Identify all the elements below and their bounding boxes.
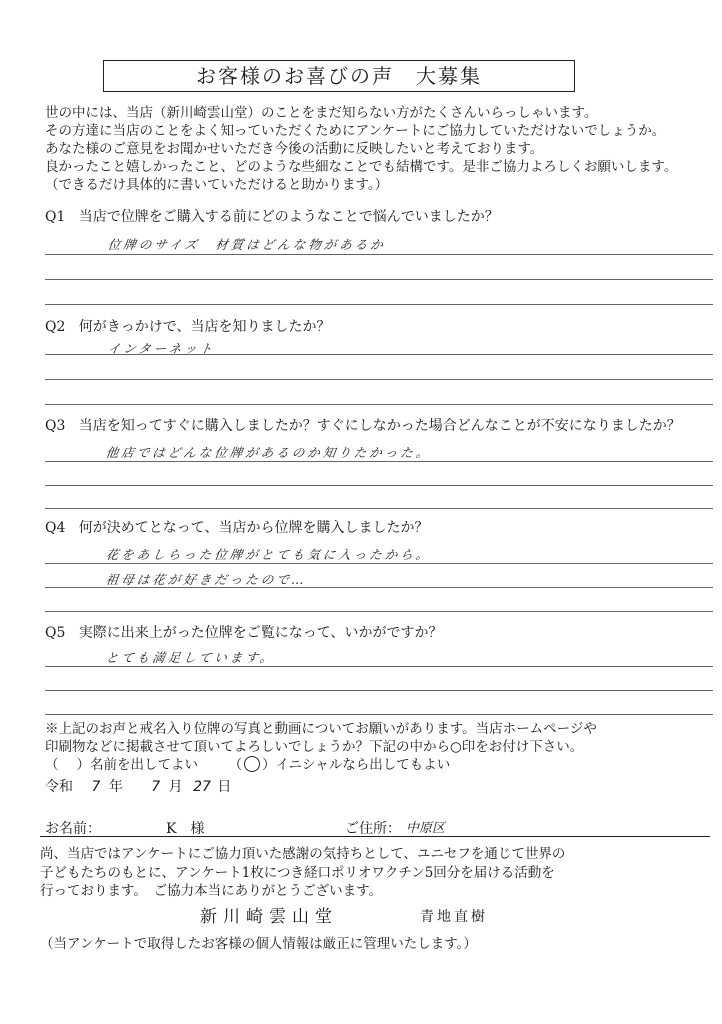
answer-line xyxy=(45,587,713,588)
question-text: 当店で位牌をご購入する前にどのようなことで悩んでいましたか？ xyxy=(78,209,499,225)
name-value: K 様 xyxy=(166,821,205,837)
shop-name: 新川崎雲山堂 xyxy=(200,907,338,927)
question-text: 何がきっかけで、当店を知りましたか？ xyxy=(78,319,331,335)
answer-line xyxy=(45,666,713,667)
answer-line xyxy=(45,563,713,564)
consent-note xyxy=(45,720,710,774)
consent-options xyxy=(45,756,710,774)
question-3 xyxy=(45,415,681,435)
answer-line xyxy=(45,379,713,380)
privacy-note: （当アンケートで取得したお客様の個人情報は厳正に管理いたします。） xyxy=(40,936,477,952)
option-1[interactable]: （ ）名前を出してよい xyxy=(45,757,198,773)
option-2[interactable]: （ ）イニシャルなら出してもよい xyxy=(228,757,451,773)
question-text: 当店を知ってすぐに購入しましたか？すぐにしなかった場合どんなことが不安になりましたか？ xyxy=(78,418,681,434)
divider xyxy=(40,836,710,837)
answer-1: 位牌のサイズ 材質はどんな物があるか xyxy=(106,237,387,252)
note-line: 印刷物などに掲載させて頂いてよろしいでしょうか？下記の中から○印をお付け下さい。 xyxy=(45,739,584,755)
date-day: 27 xyxy=(193,779,211,795)
answer-line xyxy=(45,304,713,305)
footer-line: 尚、当店ではアンケートにご協力頂いた感謝の気持ちとして、ユニセフを通じて世界の xyxy=(40,846,566,862)
page-title: お客様のお喜びの声 大募集 xyxy=(103,60,575,92)
footer-line: 子どもたちのもとに、アンケート1枚につき経口ポリオワクチン5回分を届ける活動を xyxy=(40,864,555,881)
answer-4b: 祖母は花が好きだったので… xyxy=(104,572,309,587)
owner-name: 青地直樹 xyxy=(420,909,488,925)
intro-line: 世の中には、当店（新川崎雲山堂）のことをまだ知らない方がたくさんいらっしゃいます。 xyxy=(45,105,598,121)
answer-line xyxy=(45,354,713,355)
answer-3: 他店ではどんな位牌があるのか知りたかった。 xyxy=(104,445,433,460)
question-label: Q4 xyxy=(45,520,66,536)
answer-line xyxy=(45,508,713,509)
answer-line xyxy=(45,404,713,405)
date-year: 7 xyxy=(91,779,101,795)
address-label: ご住所： xyxy=(345,821,401,837)
question-1 xyxy=(45,206,499,226)
footer-text xyxy=(40,845,705,901)
date-field: 令和 7 年 7 月 27 日 xyxy=(45,779,232,795)
question-label: Q2 xyxy=(45,319,66,335)
question-label: Q5 xyxy=(45,625,66,641)
question-2 xyxy=(45,316,330,336)
date-month: 7 xyxy=(151,779,161,795)
address-value: 中原区 xyxy=(406,821,446,836)
question-5 xyxy=(45,622,442,642)
answer-line xyxy=(45,611,713,612)
note-line: ※上記のお声と戒名入り位牌の写真と動画についてお願いがあります。当店ホームページや xyxy=(45,721,597,737)
answer-line xyxy=(45,461,713,462)
answer-line xyxy=(45,254,713,255)
answer-line xyxy=(45,690,713,691)
question-4 xyxy=(45,517,428,537)
answer-line xyxy=(45,279,713,280)
intro-text xyxy=(45,104,705,194)
name-label: お名前： xyxy=(45,821,101,837)
answer-2: インターネット xyxy=(106,341,217,356)
question-label: Q1 xyxy=(45,209,66,225)
question-text: 実際に出来上がった位牌をご覧になって、いかがですか？ xyxy=(78,625,443,641)
answer-line xyxy=(45,485,713,486)
question-text: 何が決めてとなって、当店から位牌を購入しましたか？ xyxy=(78,520,429,536)
answer-4a: 花をあしらった位牌がとても気に入ったから。 xyxy=(104,547,433,562)
circle-mark-icon xyxy=(244,756,260,772)
intro-line: あなた様のご意見をお聞かせいただき今後の活動に反映したいと考えております。 xyxy=(45,141,544,157)
intro-line: その方達に当店のことをよく知っていただくためにアンケートにご協力していただけないでしょうか。 xyxy=(45,123,666,139)
footer-line: 行っております。 ご協力本当にありがとうございます。 xyxy=(40,883,383,899)
question-label: Q3 xyxy=(45,418,66,434)
intro-line: 良かったこと嬉しかったこと、どのような些細なことでも結構です。是非ご協力よろしくお願いします。 xyxy=(45,159,678,175)
intro-line: （できるだけ具体的に書いていただけると助かります。） xyxy=(45,177,389,193)
answer-5: とても満足しています。 xyxy=(104,650,277,665)
answer-line xyxy=(45,714,713,715)
